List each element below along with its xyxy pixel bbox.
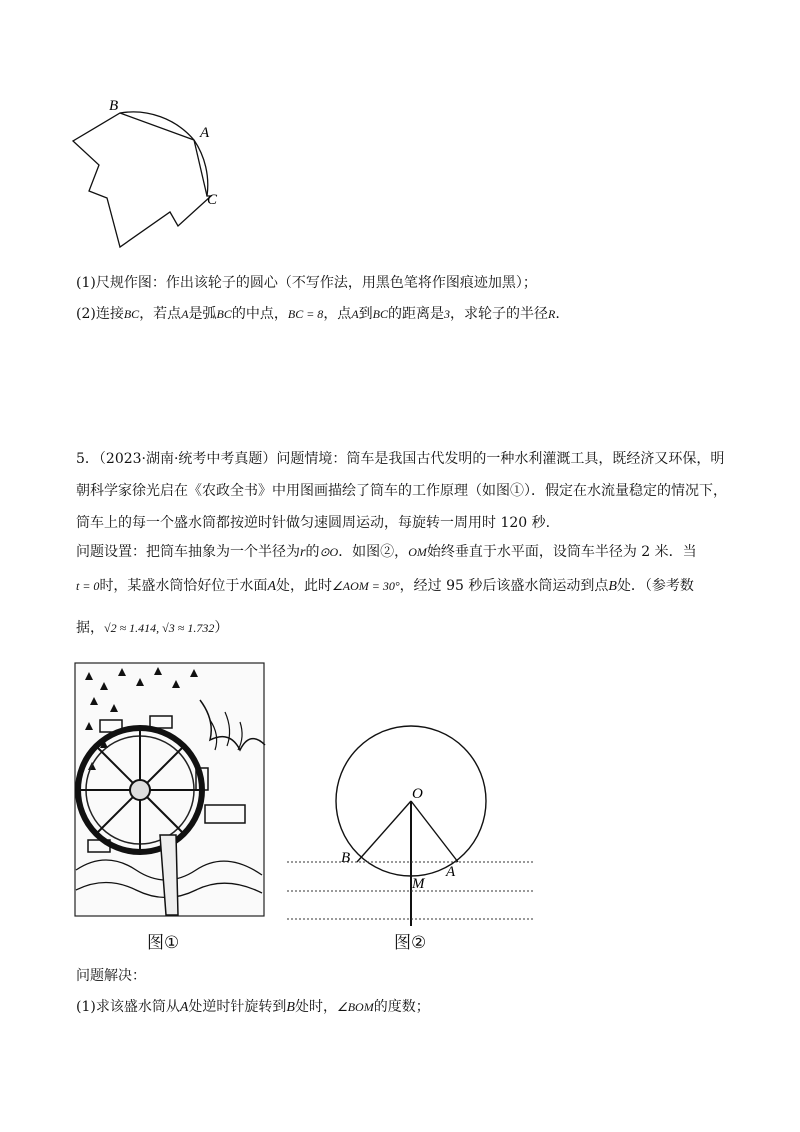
segment-ob (357, 801, 411, 862)
point-a2-label: A (446, 864, 456, 880)
q5-line6: 据，√2 ≈ 1.414, √3 ≈ 1.732） (76, 620, 229, 636)
q4-part1: (1)尺规作图：作出该轮子的圆心（不写作法，用黑色笔将作图痕迹加黑）； (76, 275, 537, 291)
segment-oa (411, 801, 458, 862)
point-b2-label: B (341, 850, 351, 866)
q4-part2: (2)连接BC，若点A是弧BC的中点，BC = 8，点A到BC的距离是3，求轮子的半径R. (76, 306, 560, 322)
figure-1-caption: 图① (147, 933, 180, 953)
q5-line4: 问题设置：把筒车抽象为一个半径为r的⊙O．如图②，OM始终垂直于水平面，设筒车半径为 2 米．当 (76, 544, 697, 560)
waterwheel-diagram (287, 726, 533, 926)
point-m-label: M (412, 876, 425, 892)
point-b-label: B (109, 98, 119, 114)
point-c-label: C (207, 192, 218, 208)
solve-part1: (1)求该盛水筒从A处逆时针旋转到B处时，∠BOM的度数； (76, 999, 430, 1015)
q5-line2: 朝科学家徐光启在《农政全书》中用图画描绘了筒车的工作原理（如图①）．假定在水流量稳定的情况下， (76, 483, 727, 499)
q5-line5: t = 0时，某盛水筒恰好位于水面A处，此时∠AOM = 30°，经过 95 秒后该盛水筒运动到点B处．（参考数 (76, 578, 694, 594)
chord-ac (194, 140, 207, 196)
ancient-waterwheel-illustration (75, 663, 265, 916)
figure-2-caption: 图② (394, 933, 427, 953)
chord-ba (120, 113, 194, 140)
solve-title: 问题解决： (76, 968, 146, 984)
q5-line1: 5．（2023·湖南·统考中考真题）问题情境：筒车是我国古代发明的一种水利灌溉工具，既经济又环保，明 (76, 451, 725, 467)
point-a-label: A (200, 125, 210, 141)
q5-line3: 筒车上的每一个盛水筒都按逆时针做匀速圆周运动，每旋转一周用时 120 秒. (76, 515, 551, 531)
point-o-label: O (412, 786, 423, 802)
wheel-outline (73, 112, 211, 247)
